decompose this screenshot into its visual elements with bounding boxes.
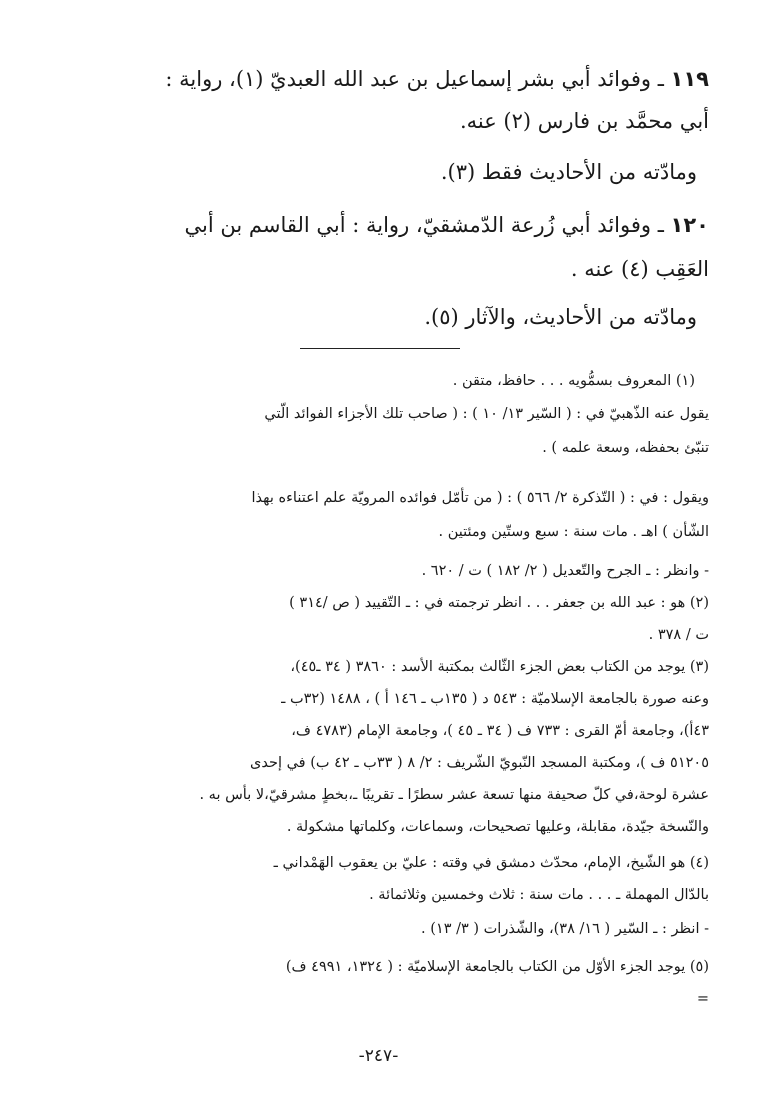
page-number: -٢٤٧- — [358, 1046, 399, 1066]
entry-number: ١٢٠ — [670, 213, 709, 237]
continuation-mark: = — [696, 991, 709, 1007]
entry-120-line-2: العَقِب (٤) عنه . — [570, 257, 709, 281]
footnote-line: والنّسخة جيّدة، مقابلة، وعليها تصحيحات، وسماعات، وكلماتها مشكولة . — [286, 819, 709, 835]
footnote-line: عشرة لوحة،في كلّ صحيفة منها تسعة عشر سطرًا ـ تقريبًا ـ،بخطٍ مشرقيّ،لا بأس به . — [199, 787, 709, 803]
footnote-5: (٥) يوجد الجزء الأوّل من الكتاب بالجامعة الإسلاميّة : ( ١٣٢٤، ٤٩٩١ ف) — [285, 959, 709, 975]
footnote-line: - وانظر : ـ الجرح والتّعديل ( ٢/ ١٨٢ ) ت / ٦٢٠ . — [421, 563, 709, 579]
footnote-line: بالدّال المهملة ـ . . . مات سنة : ثلاث وخمسين وثلاثمائة . — [369, 887, 709, 903]
footnote-line: الشّأن ) اهـ . مات سنة : سبع وستّين ومئتين . — [438, 524, 709, 540]
footnote-4: (٤) هو الشّيخ، الإمام، محدّث دمشق في وقته : عليّ بن يعقوب الهَمْداني ـ — [273, 855, 709, 871]
footnote-separator — [300, 348, 460, 349]
footnote-1: (١) المعروف بسمُّويه . . . حافظ، متقن . — [452, 373, 695, 389]
entry-120-line-1 — [46, 210, 709, 240]
footnote-line: تنبّئ بحفظه، وسعة علمه ) . — [542, 440, 709, 456]
footnote-line: ٤٣أ)، وجامعة أمّ القرى : ٧٣٣ ف ( ٣٤ ـ ٤٥ )، وجامعة الإمام (٤٧٨٣ ف، — [291, 723, 709, 739]
footnote-line: يقول عنه الذّهبيّ في : ( السّير ١٣/ ١٠ ) : ( صاحب تلك الأجزاء الفوائد الّتي — [264, 406, 709, 422]
entry-120-line-3: ومادّته من الأحاديث، والآثار (٥). — [424, 305, 697, 329]
entry-119-line-1 — [46, 64, 709, 94]
footnote-line: ٥١٢٠٥ ف )، ومكتبة المسجد النّبويّ الشّريف : ٢/ ٨ ( ٣٣ب ـ ٤٢ ب) في إحدى — [250, 755, 709, 771]
footnote-line: ت / ٣٧٨ . — [648, 627, 709, 643]
footnote-line: ويقول : في : ( التّذكرة ٢/ ٥٦٦ ) : ( من تأمّل فوائده المرويّة علم اعتناءه بهذا — [251, 490, 709, 506]
entry-119-line-3: ومادّته من الأحاديث فقط (٣). — [440, 160, 697, 184]
footnote-line: - انظر : ـ السّير ( ١٦/ ٣٨)، والشّذرات ( ٣/ ١٣) . — [421, 921, 709, 937]
footnote-line: وعنه صورة بالجامعة الإسلاميّة : ٥٤٣ د ( ١٣٥ب ـ ١٤٦ أ ) ، ١٤٨٨ (٣٢ب ـ — [281, 691, 709, 707]
entry-text: ـ وفوائد أبي زُرعة الدّمشقيّ، رواية : أبي القاسم بن أبي — [184, 213, 671, 237]
entry-text: ـ وفوائد أبي بشر إسماعيل بن عبد الله العبديّ (١)، رواية : — [165, 67, 671, 91]
footnote-3: (٣) يوجد من الكتاب بعض الجزء الثّالث بمكتبة الأسد : ٣٨٦٠ ( ٣٤ ـ٤٥)، — [290, 659, 709, 675]
entry-119-line-2: أبي محمَّد بن فارس (٢) عنه. — [459, 109, 709, 133]
entry-number: ١١٩ — [670, 67, 709, 91]
footnote-2: (٢) هو : عبد الله بن جعفر . . . انظر ترجمته في : ـ التّقييد ( ص /٣١٤ ) — [289, 595, 709, 611]
